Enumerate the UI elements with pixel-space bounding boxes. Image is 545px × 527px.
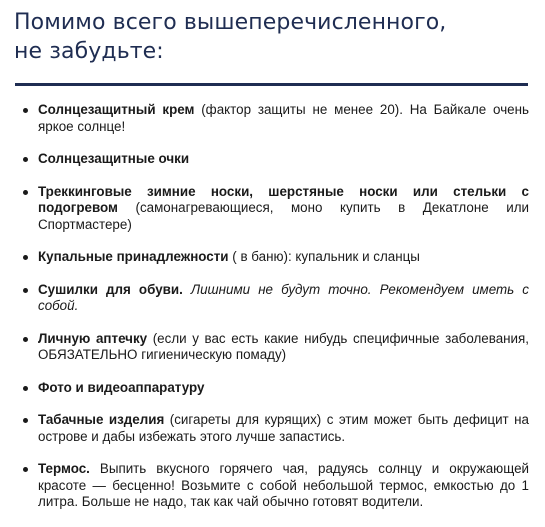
- item-text: (если у вас есть какие нибудь специфичные заболевания, ОБЯЗАТЕЛЬНО гигиеническую помаду): [38, 330, 529, 362]
- list-item: [0, 184, 545, 234]
- item-text: (фактор защиты не менее 20). На Байкале очень яркое солнце!: [38, 102, 529, 134]
- item-bold: Фото и видеоаппаратуру: [38, 379, 205, 395]
- item-text: (сигареты для курящих) с этим может быть дефицит на острове и дабы избежать этого лучше запастись.: [38, 412, 530, 444]
- bullet-icon: [23, 108, 28, 113]
- bullet-icon: [23, 157, 28, 162]
- item-text: Выпить вкусного горячего чая, радуясь солнцу и окружающей красоте — бесценно! Возьмите с собой небольшой термос, емкостью до 1 литра. Больше не надо, так как чай обычно готовят водители.: [38, 461, 529, 509]
- page-title: [14, 8, 534, 66]
- checklist: [0, 102, 545, 527]
- list-item: [0, 102, 545, 135]
- bullet-icon: [23, 418, 28, 423]
- item-bold: Личную аптечку: [38, 330, 148, 346]
- item-text: Лишними не будут точно. Рекомендуем иметь с собой.: [38, 281, 529, 313]
- item-bold: Сушилки для обуви.: [38, 281, 183, 297]
- item-bold: Купальные принадлежности: [38, 249, 229, 264]
- bullet-icon: [23, 386, 28, 391]
- list-item: [0, 412, 545, 445]
- title-divider: [15, 83, 528, 86]
- bullet-icon: [23, 467, 28, 472]
- bullet-icon: [23, 190, 28, 195]
- item-text: ( в баню): купальник и сланцы: [228, 249, 420, 264]
- item-bold: Треккинговые зимние носки, шерстяные носки или стельки с подогревом: [38, 183, 529, 215]
- list-item: [0, 282, 545, 315]
- bullet-icon: [23, 255, 28, 260]
- item-bold: Солнцезащитные очки: [38, 151, 190, 166]
- item-bold: Термос.: [38, 461, 90, 476]
- list-item: [0, 331, 545, 364]
- item-bold: Солнцезащитный крем: [38, 102, 195, 117]
- bullet-icon: [23, 337, 28, 342]
- list-item: [0, 461, 545, 511]
- bullet-icon: [23, 288, 28, 293]
- list-item: [0, 151, 545, 168]
- list-item: [0, 380, 545, 397]
- item-bold: Табачные изделия: [38, 412, 165, 427]
- list-item: [0, 249, 545, 266]
- page-title-line-1: Помимо всего вышеперечисленного,: [14, 10, 447, 35]
- item-text: (самонагревающиеся, моно купить в Декатлоне или Спортмастере): [38, 200, 529, 232]
- page-title-line-2: не забудьте:: [14, 39, 164, 64]
